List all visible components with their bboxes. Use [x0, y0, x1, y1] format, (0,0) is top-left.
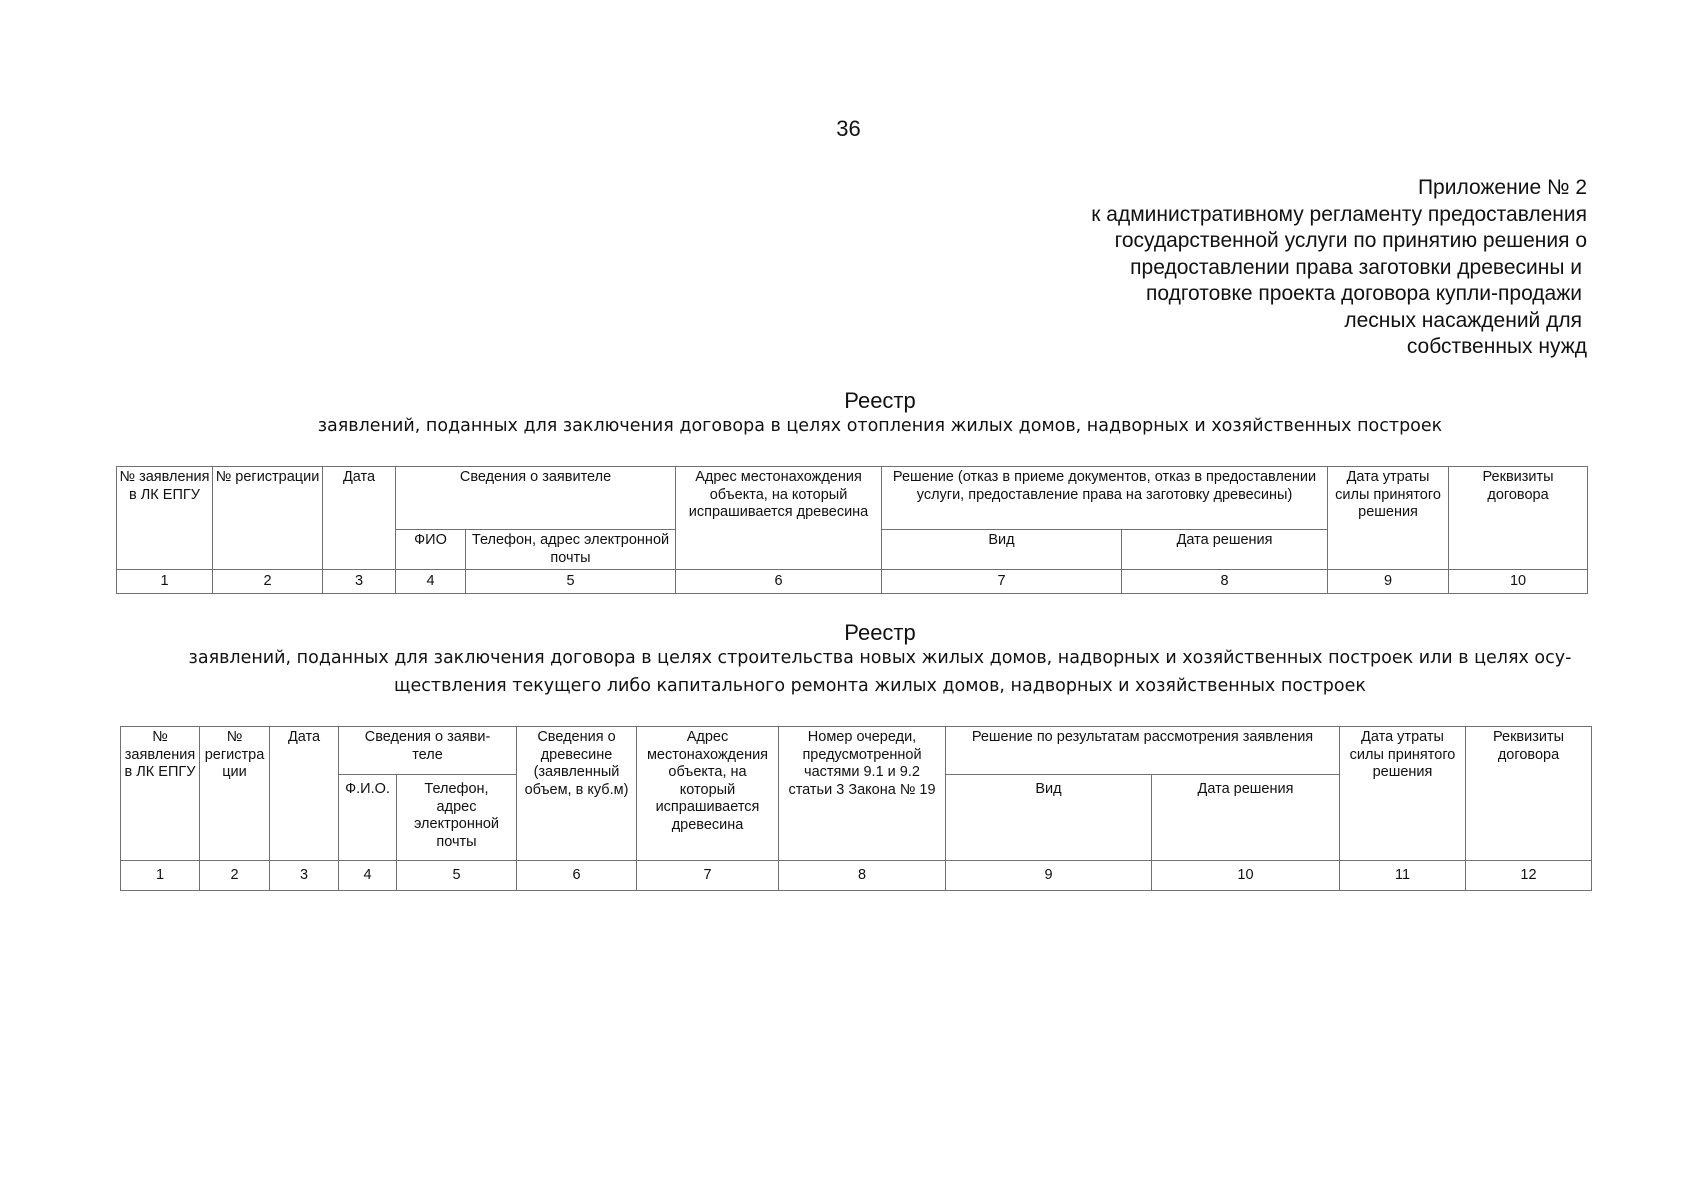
r1-header-registration-number: № регистрации — [213, 467, 323, 570]
r2-header-object-address: Адрес местонахождения объекта, на который испрашивается древесина — [637, 727, 779, 861]
r2-column-number: 8 — [779, 861, 946, 891]
r1-header-expiry-date: Дата утраты силы принятого решения — [1328, 467, 1449, 570]
r2-column-number: 2 — [200, 861, 270, 891]
r2-header-contract-details: Реквизиты договора — [1466, 727, 1592, 861]
r1-column-number: 3 — [323, 570, 396, 594]
r1-header-full-name: ФИО — [396, 530, 466, 570]
registry2-title: Реестр — [844, 620, 916, 645]
r2-header-decision-type: Вид — [946, 775, 1152, 861]
r2-header-application-number: № заявления в ЛК ЕПГУ — [121, 727, 200, 861]
r1-column-number: 1 — [117, 570, 213, 594]
registry2-subtitle — [150, 644, 1610, 700]
r1-header-decision-group: Решение (отказ в приеме документов, отказ в предоставлении услуги, предоставление права на заготовку древесины) — [882, 467, 1328, 530]
r2-header-queue-number: Номер очереди, предусмотренной частями 9.1 и 9.2 статьи 3 Закона № 19 — [779, 727, 946, 861]
appendix-line: подготовке проекта договора купли-продажи — [1146, 282, 1582, 305]
r2-column-number: 11 — [1340, 861, 1466, 891]
appendix-line: к административному регламенту предоставления — [1091, 202, 1587, 226]
appendix-line: государственной услуги по принятию решения о — [1114, 229, 1587, 252]
r2-header-decision-group: Решение по результатам рассмотрения заявления — [946, 727, 1340, 775]
appendix-header — [1091, 175, 1587, 361]
page-number: 36 — [836, 116, 861, 141]
appendix-line: лесных насаждений для — [1344, 308, 1582, 332]
r1-column-number: 8 — [1122, 570, 1328, 594]
r1-header-decision-type: Вид — [882, 530, 1122, 570]
registry1-subtitle: заявлений, поданных для заключения договора в целях отопления жилых домов, надворных и хозяйственных построек — [317, 416, 1443, 436]
r1-column-number: 6 — [676, 570, 882, 594]
registry1-title: Реестр — [844, 388, 916, 413]
appendix-line: предоставлении права заготовки древесины и — [1130, 255, 1582, 279]
r1-header-object-address: Адрес местонахождения объекта, на который испрашивается древесина — [676, 467, 882, 570]
r2-header-expiry-date: Дата утраты силы принятого решения — [1340, 727, 1466, 861]
r1-header-applicant-group: Сведения о заявителе — [396, 467, 676, 530]
r1-column-number: 7 — [882, 570, 1122, 594]
r1-column-number: 9 — [1328, 570, 1449, 594]
r2-column-number: 3 — [270, 861, 339, 891]
r2-header-registration-number: № регистрации — [200, 727, 270, 861]
r2-column-number: 4 — [339, 861, 397, 891]
r1-header-date: Дата — [323, 467, 396, 570]
r1-column-number: 10 — [1449, 570, 1588, 594]
r2-column-number: 6 — [517, 861, 637, 891]
appendix-line: собственных нужд — [1406, 335, 1587, 358]
r2-header-contacts: Телефон, адрес электронной почты — [397, 775, 517, 861]
r1-column-number: 4 — [396, 570, 466, 594]
registry2-table — [120, 726, 1592, 891]
r2-header-date: Дата — [270, 727, 339, 861]
r2-header-applicant-group: Сведения о заяви-теле — [339, 727, 517, 775]
r2-header-decision-date: Дата решения — [1152, 775, 1340, 861]
r1-header-application-number: № заявления в ЛК ЕПГУ — [117, 467, 213, 570]
registry2-subtitle-line: заявлений, поданных для заключения договора в целях строительства новых жилых домов, надворных и хозяйственных построек или в целях осу- — [188, 648, 1572, 668]
r2-column-number: 10 — [1152, 861, 1340, 891]
r2-column-number: 1 — [121, 861, 200, 891]
r1-column-number: 5 — [466, 570, 676, 594]
appendix-line: Приложение № 2 — [1417, 176, 1587, 199]
r1-header-contacts: Телефон, адрес электронной почты — [466, 530, 676, 570]
r2-header-wood-info: Сведения о древесине (заявленный объем, в куб.м) — [517, 727, 637, 861]
r1-header-contract-details: Реквизиты договора — [1449, 467, 1588, 570]
r2-column-number: 9 — [946, 861, 1152, 891]
r2-column-number: 7 — [637, 861, 779, 891]
registry2-subtitle-line: ществления текущего либо капитального ремонта жилых домов, надворных и хозяйственных построек — [394, 676, 1366, 696]
r1-header-decision-date: Дата решения — [1122, 530, 1328, 570]
r1-column-number: 2 — [213, 570, 323, 594]
r2-column-number: 12 — [1466, 861, 1592, 891]
r2-column-number: 5 — [397, 861, 517, 891]
r2-header-full-name: Ф.И.О. — [339, 775, 397, 861]
registry1-table — [116, 466, 1588, 594]
